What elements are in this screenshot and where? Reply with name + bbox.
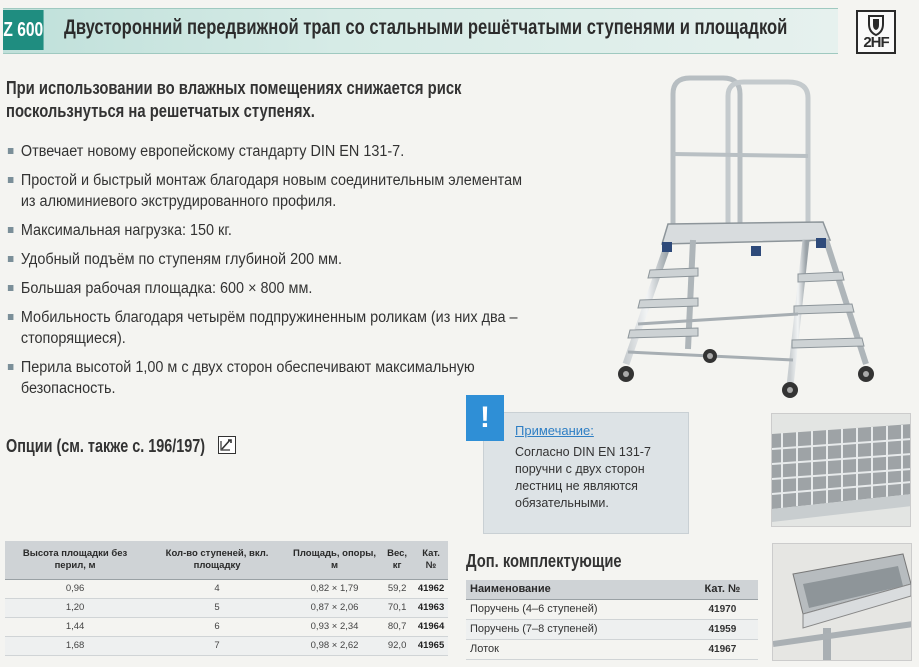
column-header: Площадь, опоры, м [289, 541, 380, 579]
notice-text: Согласно DIN EN 131-7 поручни с двух сторон лестниц не являются обязательными. [515, 445, 651, 510]
table-cell: 41965 [414, 636, 448, 655]
list-item: Максимальная нагрузка: 150 кг. [6, 220, 527, 241]
table-row [466, 639, 758, 659]
2hf-certification-logo [856, 10, 896, 54]
table-cell: 7 [145, 636, 289, 655]
specs-table [5, 541, 448, 656]
accessories-heading: Доп. комплектующие [466, 551, 622, 571]
product-code-badge: Z 600 [3, 10, 44, 50]
list-item: Мобильность благодаря четырём подпружиненным роликам (из них два – стопорящиеся). [6, 307, 527, 349]
table-cell: 0,98 × 2,62 [289, 636, 380, 655]
table-cell: 1,20 [5, 598, 145, 617]
page-title: Двусторонний передвижной трап со стальными решётчатыми ступенями и площадкой [64, 16, 788, 39]
grating-step-photo [771, 413, 911, 527]
table-cell: 4 [145, 579, 289, 598]
list-item: Перила высотой 1,00 м с двух сторон обеспечивают максимальную безопасность. [6, 357, 527, 399]
table-row [5, 598, 448, 617]
table-cell: Поручень (7–8 ступеней) [466, 619, 687, 639]
notice-heading: Примечание: [515, 423, 594, 438]
list-item: Простой и быстрый монтаж благодаря новым соединительным элементам из алюминиевого экструдированного профиля. [6, 170, 527, 212]
table-cell: 0,87 × 2,06 [289, 598, 380, 617]
table-row [5, 617, 448, 636]
table-cell: 41962 [414, 579, 448, 598]
table-header-row [466, 580, 758, 599]
table-cell: Лоток [466, 639, 687, 659]
logo-text: 2HF [863, 34, 889, 51]
table-cell: 41967 [687, 639, 758, 659]
table-cell: 5 [145, 598, 289, 617]
ladder-illustration [598, 64, 910, 404]
intro-text: При использовании во влажных помещениях снижается риск поскользнуться на решетчатых ступенях. [6, 77, 462, 121]
table-cell: 41970 [687, 599, 758, 619]
exclamation-icon: ! [466, 395, 504, 441]
table-row [5, 636, 448, 655]
table-cell: 41963 [414, 598, 448, 617]
table-row [466, 619, 758, 639]
table-row [466, 599, 758, 619]
table-cell: 70,1 [380, 598, 414, 617]
table-cell: 1,44 [5, 617, 145, 636]
table-cell: 80,7 [380, 617, 414, 636]
tray-photo [772, 543, 912, 661]
column-header: Вес, кг [380, 541, 414, 579]
table-cell: 0,82 × 1,79 [289, 579, 380, 598]
table-cell: Поручень (4–6 ступеней) [466, 599, 687, 619]
table-header-row [5, 541, 448, 579]
table-cell: 41959 [687, 619, 758, 639]
table-cell: 0,96 [5, 579, 145, 598]
table-cell: 0,93 × 2,34 [289, 617, 380, 636]
table-cell: 59,2 [380, 579, 414, 598]
table-cell: 1,68 [5, 636, 145, 655]
book-reference-icon [218, 436, 236, 454]
column-header: Кат. № [414, 541, 448, 579]
list-item: Удобный подъём по ступеням глубиной 200 мм. [6, 249, 527, 270]
table-cell: 41964 [414, 617, 448, 636]
table-cell: 92,0 [380, 636, 414, 655]
options-heading: Опции (см. также с. 196/197) [6, 436, 206, 456]
column-header: Кат. № [687, 580, 758, 599]
feature-list [6, 141, 566, 407]
table-row [5, 579, 448, 598]
list-item: Отвечает новому европейскому стандарту DIN EN 131-7. [6, 141, 527, 162]
table-cell: 6 [145, 617, 289, 636]
column-header: Высота площадки без перил, м [5, 541, 145, 579]
column-header: Кол-во ступеней, вкл. площадку [145, 541, 289, 579]
accessories-table [466, 580, 758, 660]
column-header: Наименование [466, 580, 687, 599]
list-item: Большая рабочая площадка: 600 × 800 мм. [6, 278, 527, 299]
